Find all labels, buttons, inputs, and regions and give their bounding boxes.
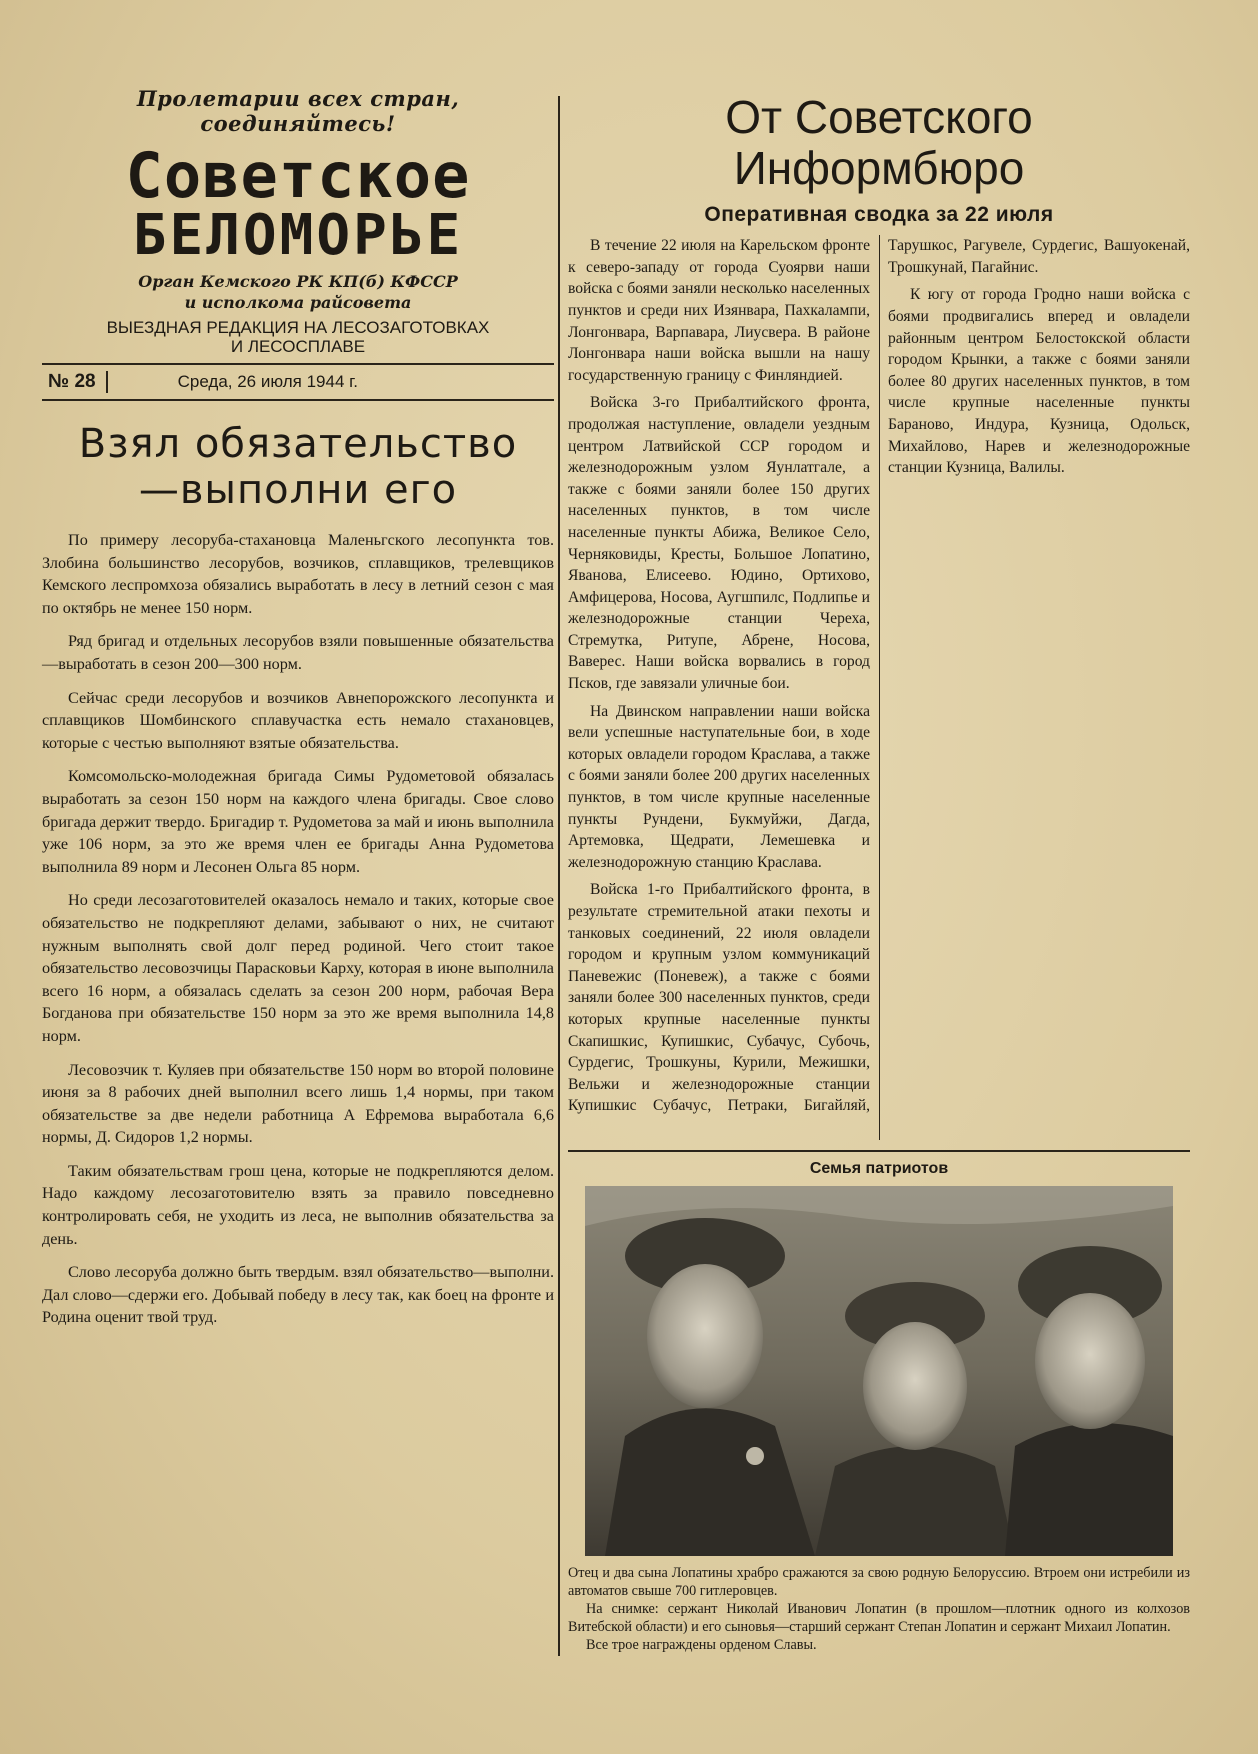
photo-image xyxy=(585,1186,1173,1556)
informburo-title-line1: От Советского xyxy=(725,91,1033,143)
masthead-line2: БЕЛОМОРЬЕ xyxy=(132,203,464,269)
organ-line2: и исполкома райсовета xyxy=(184,293,412,313)
informburo-title-line2: Информбюро xyxy=(733,141,1025,194)
edition-line xyxy=(42,318,554,357)
informburo-subtitle: Оперативная сводка за 22 июля xyxy=(704,203,1054,227)
photo-title: Семья патриотов xyxy=(809,1160,949,1178)
left-headline-line2: —выполни его xyxy=(138,467,458,514)
paragraph: Ряд бригад и отдельных лесорубов взяли повышенные обязательства—выработать в сезон 200—300 норм. xyxy=(42,632,554,673)
left-headline-line1: Взял обязательство xyxy=(78,421,518,468)
edition-line2: И ЛЕСОСПЛАВЕ xyxy=(230,337,366,357)
paragraph: Таким обязательствам грош цена, которые не подкрепляются делом. Надо каждому лесозаготовителю взять за правило повседневно контролировать себя, не уходить из леса, не выполнив обязательства за день. xyxy=(42,1161,554,1248)
organ-line xyxy=(42,272,554,314)
paragraph: По примеру лесоруба-стахановца Маленьгского лесопункта тов. Злобина большинство лесорубов, возчиков, сплавщиков, трелевщиков Кемского леспромхоза обязались выработать в лесу в летний сезон с мая по октябрь не менее 150 норм. xyxy=(42,531,554,617)
caption-line1: Отец и два сына Лопатины храбро сражаются за свою родную Белоруссию. Втроем они истребили из автоматов свыше 700 гитлеровцев. xyxy=(568,1565,1190,1600)
left-headline xyxy=(42,421,554,513)
masthead-line1: Советское xyxy=(125,139,471,212)
dateline xyxy=(42,363,554,401)
section-divider xyxy=(568,1150,1190,1152)
column-divider xyxy=(558,96,560,1656)
paragraph: Комсомольско-молодежная бригада Симы Рудометовой обязалась выработать за сезон 150 норм на каждого члена бригады. Свое слово бригада держит твердо. Бригадир т. Рудометова за май и июнь выполнила уже 106 норм, за это же время член ее бригады Анна Рудометова выполнила 89 норм и Лесонен Ольга 85 норм. xyxy=(42,767,554,876)
issue-number: № 28 xyxy=(48,371,108,393)
organ-line1: Орган Кемского РК КП(б) КФССР xyxy=(138,272,458,292)
left-article-body xyxy=(42,529,554,1329)
paragraph: Войска 1-го Прибалтийского фронта, в результате стремительной атаки пехоты и танковых соединений, 22 июля овладели городом и крупным узлом коммуникаций Паневежис (Поневеж), а также с боями заняли более 300 населенных пунктов, среди которых крупные населенные пункты Скапишкис, Купишкис, Субачус, Субочь, Сурдегис, Трошкуны, Курили, Межишки, Вельжи и железнодорожные станции Купишкис Субачус, Петраки, Бигайляй, Тарушкос, Рагувеле, Сурдегис, Вашуокенай, Трошкунай, Пагайнис. xyxy=(568,237,1190,1115)
right-column xyxy=(568,92,1190,1654)
paragraph: В течение 22 июля на Карельском фронте к северо-западу от города Суоярви наши войска с боями заняли несколько населенных пунктов и среди них Изянвара, Пахкалампи, Лонгонвара, Варпавара, Лиусвера. В районе Лонгонвара наши войска вышли на нашу государственную границу с Финляндией. xyxy=(568,237,870,384)
paragraph: Слово лесоруба должно быть твердым. взял обязательство—выполни. Дал слово—сдержи его. Добывай победу в лесу так, как боец на фронте и Родина оценит твой труд. xyxy=(42,1263,554,1327)
caption-line2: На снимке: сержант Николай Иванович Лопатин (в прошлом—плотник одного из колхозов Витебской области) и его сыновья—старший сержант Степан Лопатин и сержант Михаил Лопатин. xyxy=(568,1601,1190,1636)
informburo-body xyxy=(568,235,1190,1140)
paragraph: Лесовозчик т. Куляев при обязательстве 150 норм во второй половине июня за 8 рабочих дней выполнил всего лишь 1,4 нормы, при таком обязательстве за две недели работница А Ефремова выработала 6,6 нормы, Д. Сидоров 1,2 нормы. xyxy=(42,1060,554,1147)
left-column xyxy=(42,86,554,1340)
edition-line1: ВЫЕЗДНАЯ РЕДАКЦИЯ НА ЛЕСОЗАГОТОВКАХ xyxy=(106,317,490,337)
paragraph: К югу от города Гродно наши войска с боями продвигались вперед и овладели районным центром Белостокской области городом Крынки, а также с боями заняли более 80 других населенных пунктов, в том числе крупные населенные пункты Бараново, Индура, Кузница, Одольск, Михайлово, Нарев и железнодорожные станции Кузница, Валилы. xyxy=(888,286,1190,477)
photo-caption xyxy=(568,1564,1190,1654)
motto: Пролетарии всех стран, соединяйтесь! xyxy=(136,86,460,136)
photo-lopatin-family xyxy=(585,1186,1173,1556)
paragraph: Сейчас среди лесорубов и возчиков Авнепорожского лесопункта и сплавщиков Шомбинского сплавучастка есть немало стахановцев, которые с честью выполняют взятые обязательства. xyxy=(42,688,554,752)
paragraph: Войска 3-го Прибалтийского фронта, продолжая наступление, овладели уездным центром Латвийской ССР городом и железнодорожным узлом Яунлатгале, а также с боями заняли более 150 других населенных пунктов, в том числе населенные пункты Абижа, Великое Село, Черняковиды, Кресты, Большое Лопатино, Яванова, Елисеево. Юдино, Ортихово, Амфицерова, Носова, Аугшпилс, Подлипье и железнодорожные станции Череха, Стремутка, Ритупе, Абрене, Носова, Ваверес. Наши войска ворвались в город Псков, где завязали уличные бои. xyxy=(568,394,870,693)
masthead xyxy=(42,139,554,269)
issue-date: Среда, 26 июля 1944 г. xyxy=(177,372,358,392)
informburo-title xyxy=(568,92,1190,193)
caption-line3: Все трое награждены орденом Славы. xyxy=(586,1637,817,1654)
paragraph: Но среди лесозаготовителей оказалось немало и таких, которые свое обязательство не подкрепляют делами, забывают о них, не считают нужным выполнять свой долг перед родиной. Чего стоит такое обязательство лесовозчицы Парасковьи Карху, которая в июне выполнила всего 16 норм, а обязалась сделать за сезон 200 норм, рабочая Вера Богданова при обязательстве 150 норм за это же время выполнила 14,8 норм. xyxy=(42,891,554,1045)
paragraph: На Двинском направлении наши войска вели успешные наступательные бои, в ходе которых овладели городом Краслава, а также с боями заняли более 200 других населенных пунктов, в том числе крупные населенные пункты Рундени, Букмуйжи, Дагда, Артемовка, Щедрати, Лемешевка и железнодорожную станцию Краслава. xyxy=(568,702,870,871)
